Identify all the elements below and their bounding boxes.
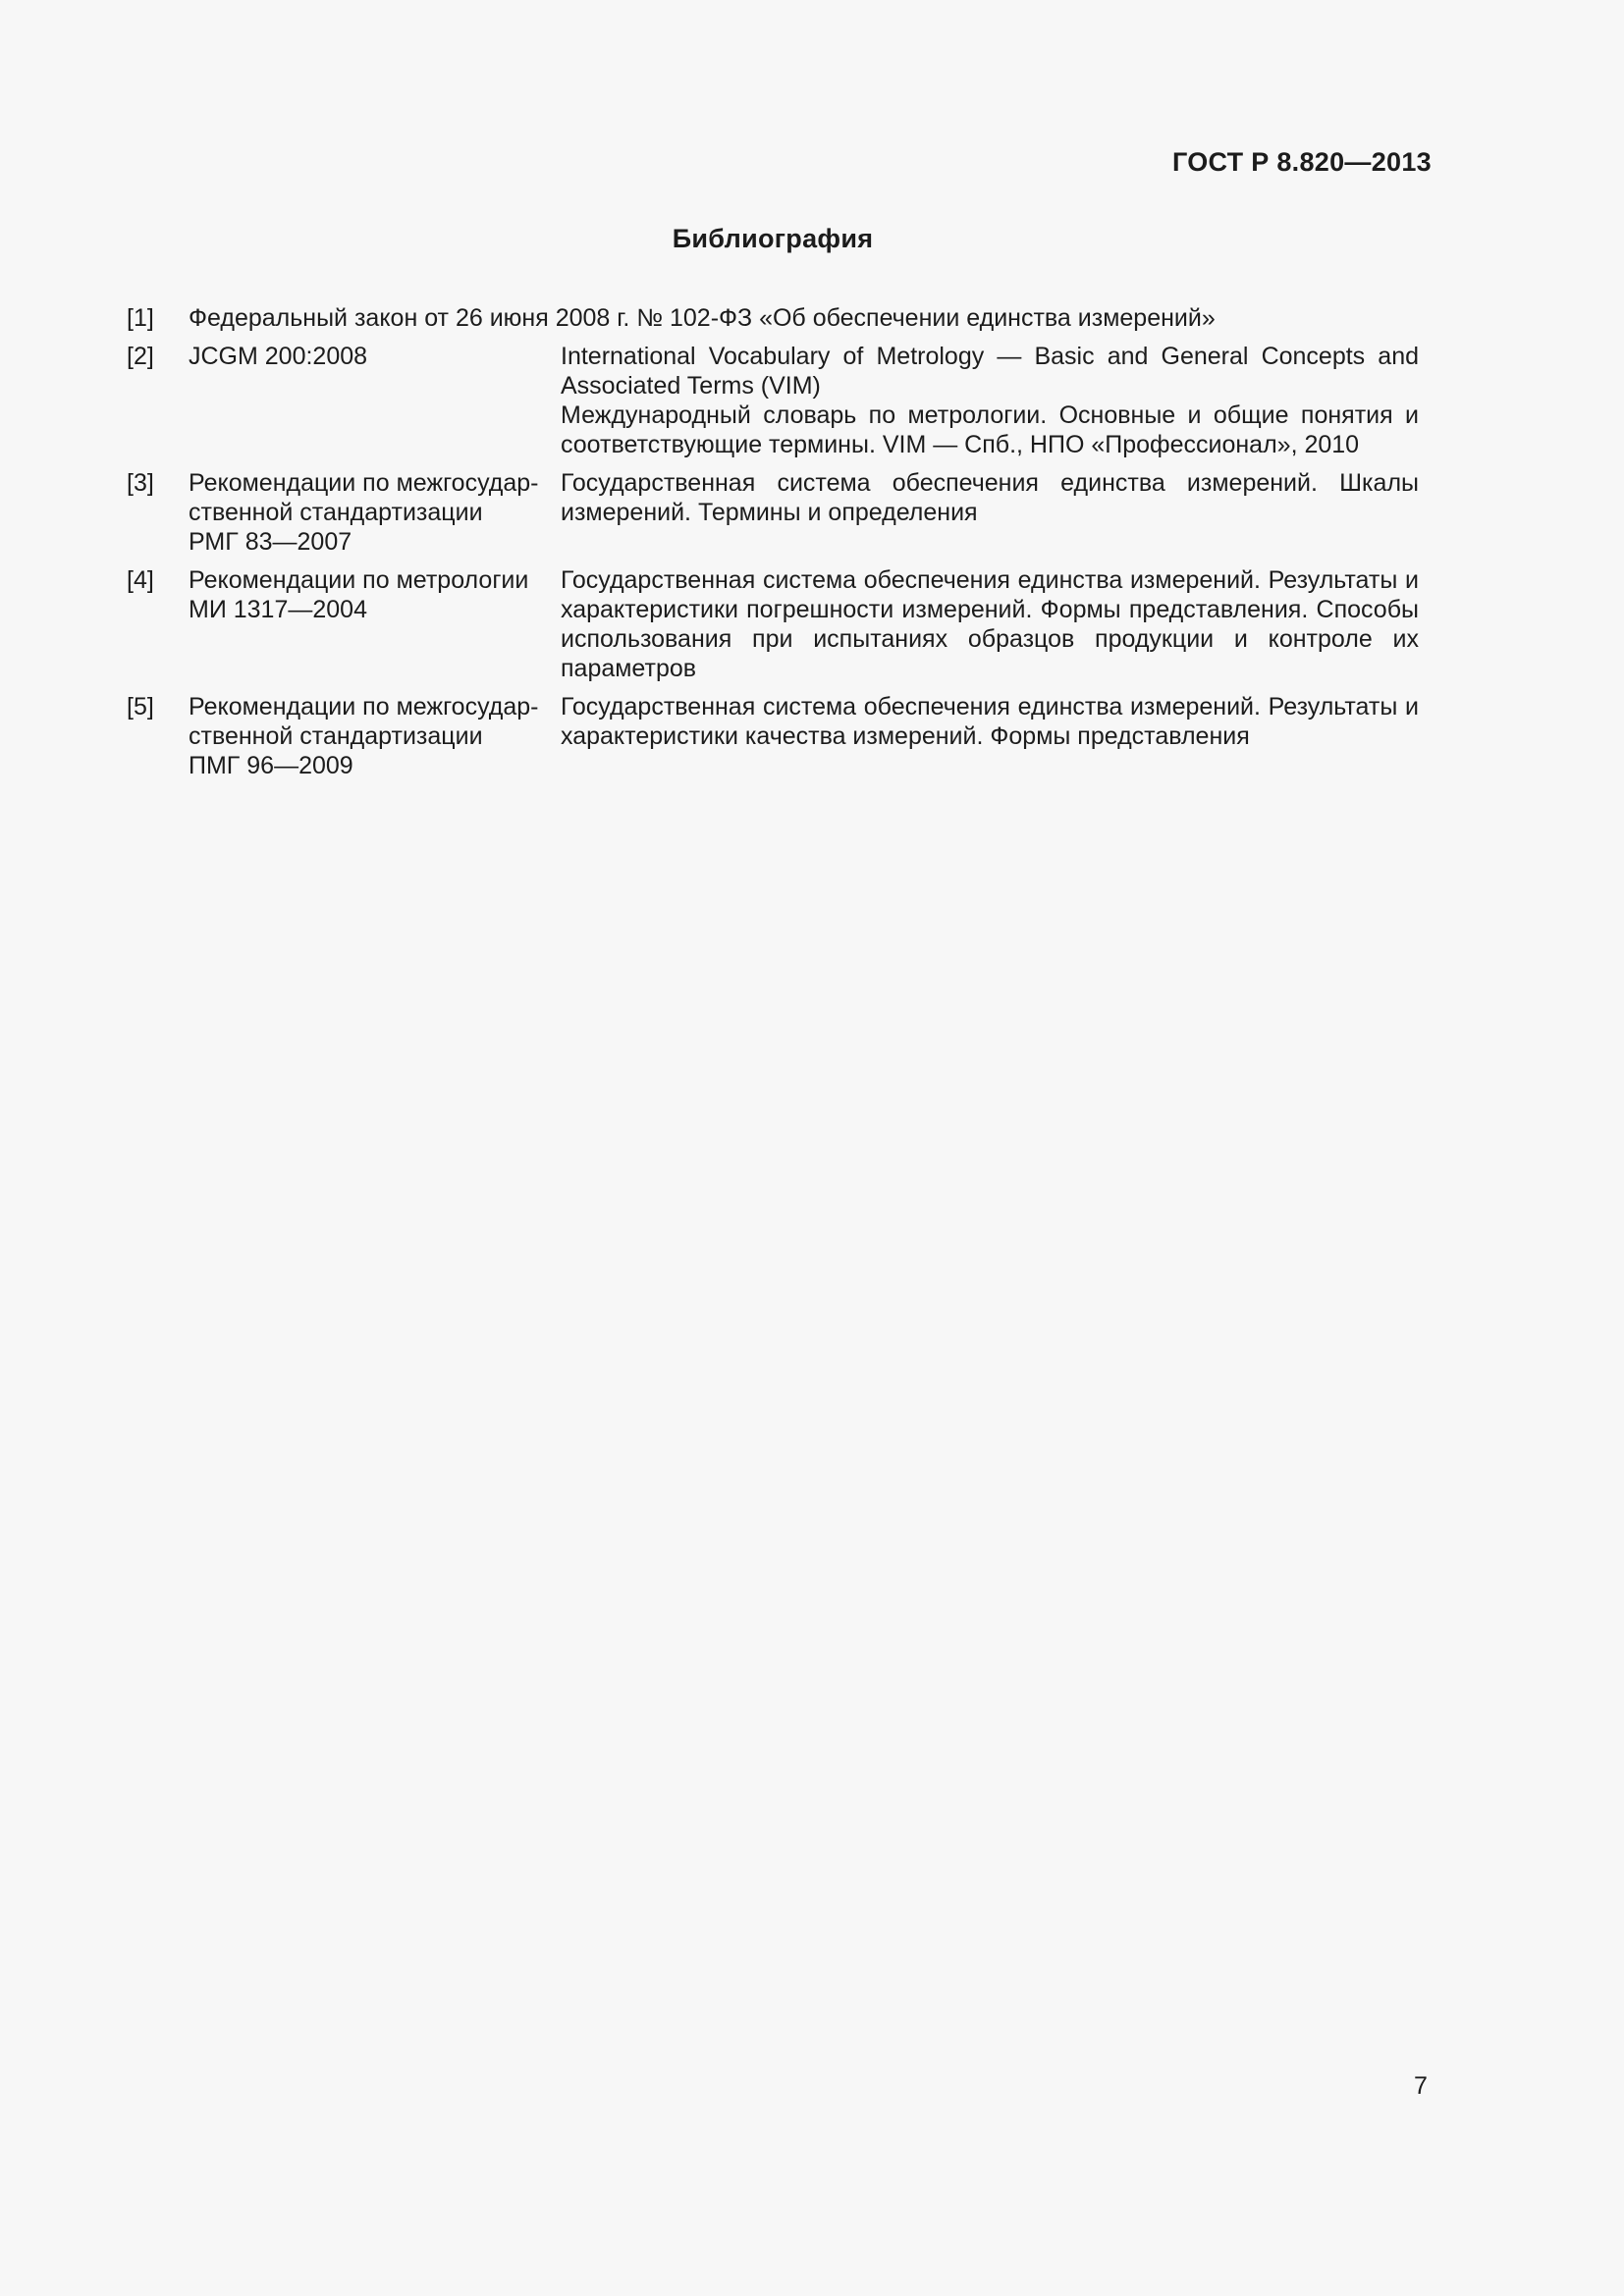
entry-title-ru: Международный словарь по метрологии. Основные и общие понятия и соответствующие термины. VIM — Спб., НПО «Профессионал», 2010 xyxy=(561,401,1419,458)
bibliography-entry xyxy=(127,468,1419,557)
entry-source-line: Рекомендации по межгосудар- xyxy=(189,469,539,497)
section-title: Библиография xyxy=(672,224,874,253)
entry-source-line: ственной стандартизации xyxy=(189,499,483,526)
page-number: 7 xyxy=(1414,2072,1428,2100)
bibliography-entry xyxy=(127,303,1419,333)
entry-number: [2] xyxy=(127,343,154,370)
entry-source-line: РМГ 83—2007 xyxy=(189,528,352,556)
document-code: ГОСТ Р 8.820—2013 xyxy=(1171,147,1432,177)
entry-number: [3] xyxy=(127,469,154,497)
entry-source: JCGM 200:2008 xyxy=(189,343,368,370)
bibliography-list xyxy=(127,303,1419,789)
entry-source-line: ственной стандартизации xyxy=(189,722,483,750)
entry-source xyxy=(189,692,561,780)
bibliography-entry xyxy=(127,342,1419,459)
bibliography-entry xyxy=(127,565,1419,683)
entry-title: Государственная система обеспечения единства измерений. Результаты и характеристики погрешности измерений. Формы представления. Способы использования при испытаниях образцов продукции и контроле их параметров xyxy=(561,566,1419,682)
entry-source-line: МИ 1317—2004 xyxy=(189,596,367,623)
entry-title-en: International Vocabulary of Metrology — Basic and General Concepts and Associated Terms (VIM) xyxy=(561,343,1419,400)
entry-number: [5] xyxy=(127,693,154,721)
entry-text: Федеральный закон от 26 июня 2008 г. № 102-ФЗ «Об обеспечении единства измерений» xyxy=(189,304,1216,332)
entry-title xyxy=(561,342,1419,459)
entry-title: Государственная система обеспечения единства измерений. Результаты и характеристики качества измерений. Формы представления xyxy=(561,693,1419,750)
entry-source-line: ПМГ 96—2009 xyxy=(189,752,353,779)
entry-title: Государственная система обеспечения единства измерений. Шкалы измерений. Термины и определения xyxy=(561,469,1419,526)
entry-source xyxy=(189,468,561,557)
entry-source xyxy=(189,565,561,683)
bibliography-entry xyxy=(127,692,1419,780)
entry-source-line: Рекомендации по метрологии xyxy=(189,566,529,594)
entry-source-line: Рекомендации по межгосудар- xyxy=(189,693,539,721)
entry-number: [1] xyxy=(127,304,154,332)
entry-number: [4] xyxy=(127,566,154,594)
